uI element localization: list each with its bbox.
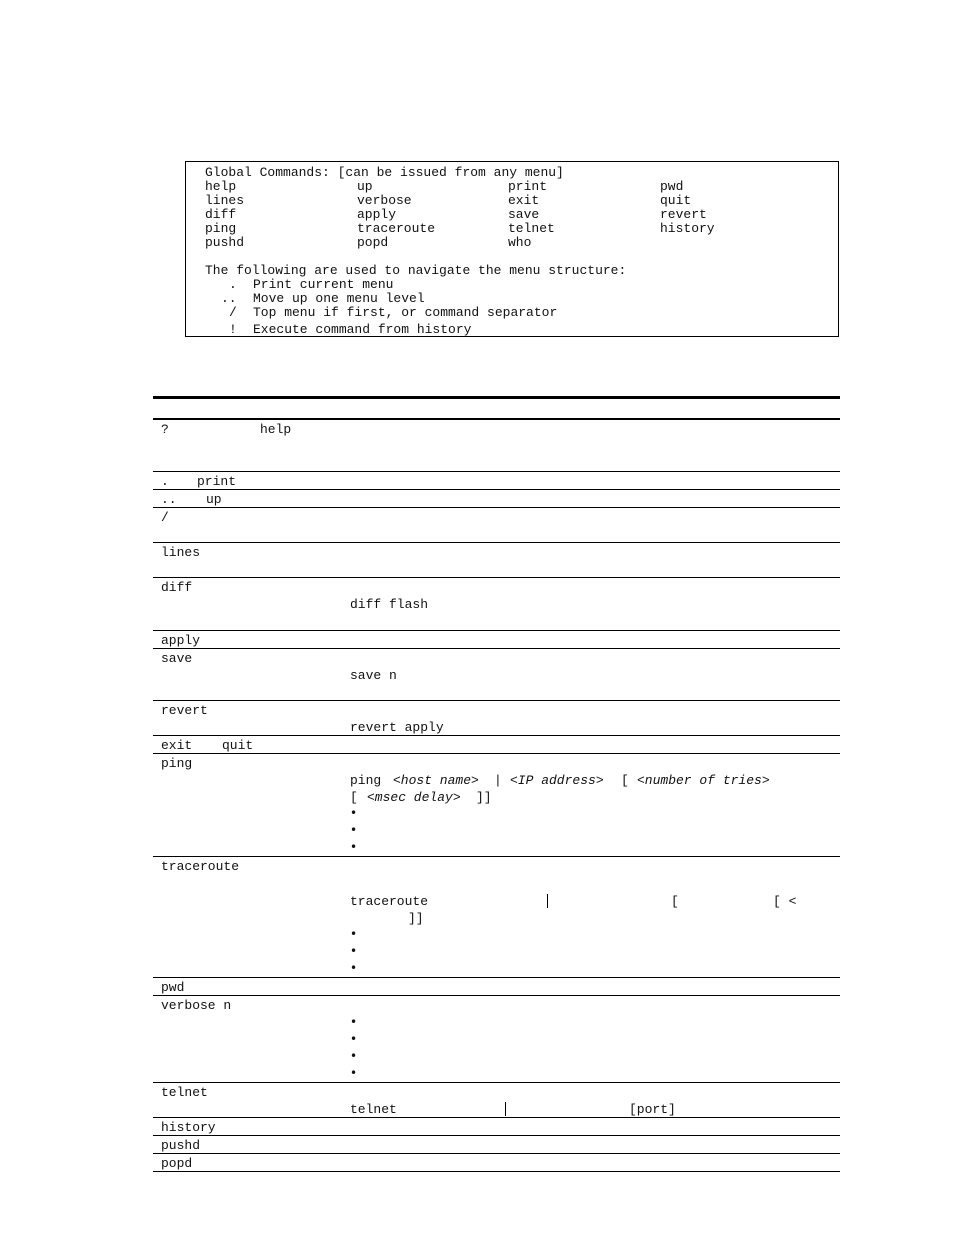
table-top-rule <box>153 396 840 399</box>
row-divider <box>153 542 840 543</box>
row-popd-cmd: popd <box>161 1156 193 1171</box>
row-lines-cmd: lines <box>161 545 201 560</box>
row-print-symbol: . <box>161 474 169 489</box>
row-slash-symbol: / <box>161 510 169 525</box>
row-divider <box>153 471 840 472</box>
row-ping-syntax-cmd: ping <box>350 773 382 788</box>
cmd-history: history <box>660 221 715 236</box>
row-apply-cmd: apply <box>161 633 201 648</box>
row-divider <box>153 577 840 578</box>
row-traceroute-bullet: • <box>350 944 358 958</box>
row-revert-syntax: revert apply <box>350 720 444 735</box>
nav-symbol-bang: ! <box>229 322 237 337</box>
row-exit-cmd: exit <box>161 738 193 753</box>
row-divider <box>153 700 840 701</box>
global-commands-title: Global Commands: [can be issued from any menu] <box>205 165 564 180</box>
row-ping-syntax-host: <host name> <box>393 773 479 788</box>
cmd-lines: lines <box>205 193 245 208</box>
row-save-cmd: save <box>161 651 193 666</box>
cmd-help: help <box>205 179 237 194</box>
row-divider <box>153 507 840 508</box>
row-diff-cmd: diff <box>161 580 193 595</box>
row-traceroute-bracket1: [ <box>671 894 679 909</box>
cmd-up: up <box>357 179 373 194</box>
row-telnet-syntax-bar <box>505 1102 506 1116</box>
nav-symbol-dot: . <box>229 277 237 292</box>
cmd-pushd: pushd <box>205 235 245 250</box>
row-verbose-bullet: • <box>350 1066 358 1080</box>
row-ping-cmd: ping <box>161 756 193 771</box>
row-traceroute-bullet: • <box>350 927 358 941</box>
row-divider <box>153 489 840 490</box>
row-ping-syntax-tries: <number of tries> <box>637 773 770 788</box>
cmd-popd: popd <box>357 235 389 250</box>
cmd-ping: ping <box>205 221 237 236</box>
row-ping-syntax-ip: <IP address> <box>510 773 604 788</box>
row-traceroute-bracket2: [ < <box>773 894 797 909</box>
row-up-symbol: .. <box>161 492 177 507</box>
cmd-telnet: telnet <box>508 221 555 236</box>
row-divider <box>153 995 840 996</box>
nav-symbol-slash: / <box>229 305 237 320</box>
row-divider <box>153 630 840 631</box>
row-traceroute-bullet: • <box>350 961 358 975</box>
row-traceroute-cmd: traceroute <box>161 859 240 874</box>
row-ping-syntax-bar: | <box>494 773 502 788</box>
row-divider <box>153 1082 840 1083</box>
cmd-verbose: verbose <box>357 193 412 208</box>
cmd-traceroute: traceroute <box>357 221 436 236</box>
row-ping-syntax-bracket: [ <box>621 773 629 788</box>
row-verbose-bullet: • <box>350 1015 358 1029</box>
row-pushd-cmd: pushd <box>161 1138 201 1153</box>
table-header-rule <box>153 418 840 420</box>
row-traceroute-close: ]] <box>408 911 424 926</box>
row-verbose-bullet: • <box>350 1032 358 1046</box>
nav-desc-history: Execute command from history <box>253 322 472 337</box>
global-commands-box <box>185 161 839 337</box>
row-revert-cmd: revert <box>161 703 208 718</box>
row-diff-syntax: diff flash <box>350 597 429 612</box>
row-divider <box>153 977 840 978</box>
row-help-cmd: help <box>260 422 292 437</box>
row-ping-bullet: • <box>350 840 358 854</box>
row-print-cmd: print <box>197 474 237 489</box>
row-divider <box>153 1135 840 1136</box>
row-ping-syntax-delay: <msec delay> <box>367 790 461 805</box>
cmd-exit: exit <box>508 193 540 208</box>
row-divider <box>153 856 840 857</box>
row-divider <box>153 1153 840 1154</box>
cmd-quit: quit <box>660 193 692 208</box>
row-ping-syntax-open: [ <box>350 790 358 805</box>
nav-desc-print: Print current menu <box>253 277 394 292</box>
nav-desc-up: Move up one menu level <box>253 291 425 306</box>
row-ping-bullet: • <box>350 806 358 820</box>
row-divider <box>153 1171 840 1172</box>
row-telnet-syntax-cmd: telnet <box>350 1102 397 1117</box>
row-divider <box>153 735 840 736</box>
row-verbose-bullet: • <box>350 1049 358 1063</box>
row-traceroute-syntax-bar <box>547 894 548 908</box>
row-verbose-cmd: verbose n <box>161 998 232 1013</box>
row-pwd-cmd: pwd <box>161 980 185 995</box>
row-save-syntax: save n <box>350 668 397 683</box>
cmd-revert: revert <box>660 207 707 222</box>
cmd-who: who <box>508 235 532 250</box>
row-divider <box>153 648 840 649</box>
nav-symbol-dotdot: .. <box>221 291 237 306</box>
row-telnet-port: [port] <box>629 1102 676 1117</box>
row-quit-cmd: quit <box>222 738 254 753</box>
row-telnet-cmd: telnet <box>161 1085 208 1100</box>
row-ping-bullet: • <box>350 823 358 837</box>
cmd-apply: apply <box>357 207 397 222</box>
nav-title: The following are used to navigate the menu structure: <box>205 263 627 278</box>
cmd-pwd: pwd <box>660 179 684 194</box>
cmd-save: save <box>508 207 540 222</box>
nav-desc-top: Top menu if first, or command separator <box>253 305 558 320</box>
row-up-cmd: up <box>206 492 222 507</box>
row-divider <box>153 1117 840 1118</box>
row-history-cmd: history <box>161 1120 216 1135</box>
row-traceroute-syntax-cmd: traceroute <box>350 894 429 909</box>
row-divider <box>153 753 840 754</box>
row-help-symbol: ? <box>161 422 169 437</box>
cmd-diff: diff <box>205 207 237 222</box>
row-ping-syntax-close: ]] <box>476 790 492 805</box>
cmd-print: print <box>508 179 548 194</box>
